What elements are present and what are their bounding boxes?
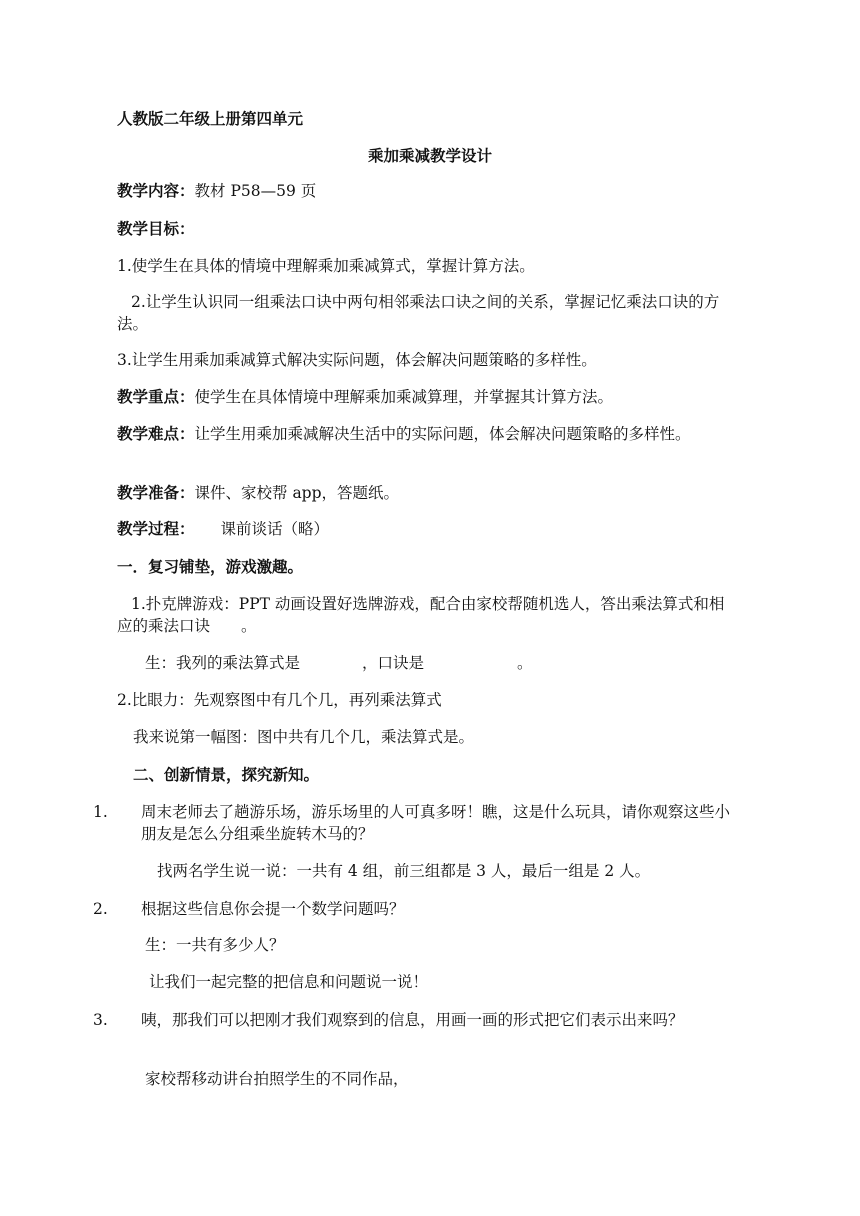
- section1-p3: 2.比眼力：先观察图中有几个几，再列乘法算式: [117, 691, 442, 709]
- goal-3: 3.让学生用乘加乘减算式解决实际问题，体会解决问题策略的多样性。: [117, 351, 597, 369]
- prep-text: 课件、家校帮 app，答题纸。: [194, 484, 400, 502]
- section1-p4: 我来说第一幅图：图中共有几个几，乘法算式是。: [133, 728, 475, 746]
- prep-row: [117, 482, 737, 504]
- goals-label: 教学目标：: [117, 220, 195, 238]
- item-text: 根据这些信息你会提一个数学问题吗？: [141, 900, 405, 918]
- section1-heading: 一．复习铺垫，游戏激趣。: [117, 558, 304, 576]
- difficulty-row: [117, 423, 729, 445]
- item-number: 1.: [93, 803, 108, 821]
- item-number: 3.: [93, 1011, 108, 1029]
- content-text: 教材 P58—59 页: [194, 182, 317, 200]
- goal-1: 1.使学生在具体的情境中理解乘加乘减算式，掌握计算方法。: [117, 257, 535, 275]
- content-label: 教学内容：: [117, 182, 195, 200]
- section2-item-2: [93, 898, 741, 920]
- section2-note-3: 家校帮移动讲台拍照学生的不同作品，: [145, 1070, 409, 1088]
- process-row: [117, 518, 737, 540]
- unit-header: 人教版二年级上册第四单元: [117, 110, 304, 128]
- section2-note-1: 找两名学生说一说：一共有 4 组，前三组都是 3 人，最后一组是 2 人。: [157, 862, 651, 880]
- difficulty-label: 教学难点：: [117, 425, 195, 443]
- prep-label: 教学准备：: [117, 484, 195, 502]
- process-text: 课前谈话（略）: [220, 520, 330, 538]
- section1-p2: 生：我列的乘法算式是 ，口诀是 。: [145, 654, 533, 672]
- section2-item-3: [93, 1009, 741, 1031]
- doc-title: 乘加乘减教学设计: [367, 147, 492, 165]
- section2-note-2b: 让我们一起完整的把信息和问题说一说！: [149, 973, 429, 991]
- item-number: 2.: [93, 900, 108, 918]
- section1-p1: 1.扑克牌游戏：PPT 动画设置好选牌游戏，配合由家校帮随机选人，答出乘法算式和相应的乘法口诀 。: [117, 595, 725, 635]
- item-text: 咦，那我们可以把刚才我们观察到的信息，用画一画的形式把它们表示出来吗？: [141, 1011, 684, 1029]
- goal-2: 2.让学生认识同一组乘法口诀中两句相邻乘法口诀之间的关系，掌握记忆乘法口诀的方法。: [117, 293, 720, 333]
- difficulty-text: 让学生用乘加乘减解决生活中的实际问题，体会解决问题策略的多样性。: [194, 425, 691, 443]
- content-row: [117, 180, 737, 202]
- section2-item-1: [93, 801, 741, 845]
- key-row: [117, 386, 737, 408]
- section2-heading: 二、创新情景，探究新知。: [133, 766, 320, 784]
- key-label: 教学重点：: [117, 388, 195, 406]
- process-label: 教学过程：: [117, 520, 195, 538]
- section2-note-2a: 生：一共有多少人？: [145, 936, 285, 954]
- key-text: 使学生在具体情境中理解乘加乘减算理，并掌握其计算方法。: [194, 388, 614, 406]
- item-text: 周末老师去了趟游乐场，游乐场里的人可真多呀！瞧，这是什么玩具，请你观察这些小朋友是怎么分组乘坐旋转木马的？: [141, 803, 731, 843]
